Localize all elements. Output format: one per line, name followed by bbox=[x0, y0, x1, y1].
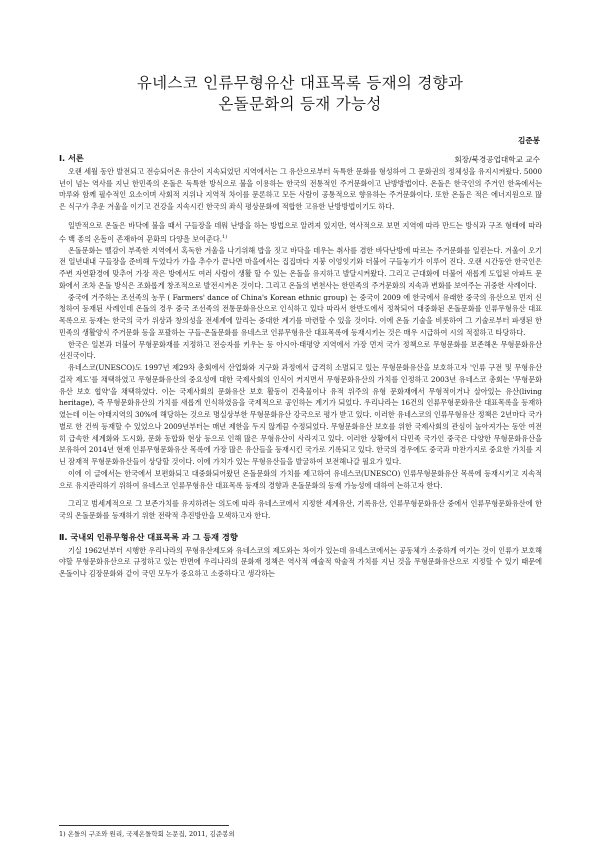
paragraph: 중국에 거주하는 조선족의 농무 ( Farmers' dance of China's Korean ethnic group) 는 중국이 2009 에 한국에서 유래한 중국의 유산으로 먼저 신청하여 등재된 사례인데 온돌의 경우 중국 조선족의 전통문화유산으로 인식하고 있다 따라서 한반도에서 정착되어 대중화된 온돌문화를 인류무형유산 대표목록으로 등재는 한국의 국가 위상과 창의성을 전세계에 알리는 중대한 계기를 마련할 수 있을 것이다. 이에 온돌 기술을 비롯하여 그 기술로부터 파생된 한민족의 생활양식 주거문화 등을 포괄하는 구들-온돌문화를 유네스코 인류무형유산 대표목록에 등재시키는 것은 매우 시급하여 시의 적절하고 타당하다. bbox=[59, 292, 542, 337]
body-text bbox=[59, 150, 542, 580]
paragraph: 온돌문화는 뗄감이 부족한 지역에서 혹독한 겨울을 나기위해 밥을 짓고 바닥을 데우는 취사를 겸한 바닥난방에 따르는 주거문화를 일컫는다. 겨울이 오기전 일년내내 구들장을 준비해 두었다가 가을 추수가 끝나면 마을에서는 집집마다 지붕 이엉잇기와 더불어 구들놓기가 이루어 진다. 오랜 시간동안 한국인은 주변 자연환경에 맞추어 가장 작은 방에서도 여러 사람이 생활 할 수 있는 온돌을 유지하고 발달시켜왔다. 그리고 근대화에 더불어 새롭게 도입된 아파트 문화에서 조차 온돌 방식은 조화롭게 창조적으로 발전시켜온 것이다. 그리고 온돌의 변천사는 한민족의 주거문화의 지속과 변화를 보여주는 귀중한 사례이다. bbox=[59, 245, 542, 290]
paragraph: 오랜 세월 동안 발전되고 전승되어온 유산이 지속되었던 지역에서는 그 유산으로부터 독특한 문화를 형성하여 그 문화권의 정체성을 유지시켜왔다. 5000년이 넘는 역사를 지닌 한민족의 온돌은 독특한 방식으로 불을 이용하는 한국의 전통적인 주거문화이고 난방방법이다. 온돌은 한국인의 주거인 한옥에서는 마루와 함께 필수적인 요소이며 사회적 지위나 지역적 차이를 문론하고 모든 사람이 공통적으로 향유하는 주거문화이다. 또한 온돌은 적은 에너지원으로 많은 식구가 추운 겨울을 이기고 건강을 지속시킨 한국의 좌식 평상문화에 적합한 고유한 난방방법이기도 하다. bbox=[59, 166, 542, 211]
paragraph: 그리고 범세계적으로 그 보존가치를 유지하려는 의도에 따라 유네스코에서 지정한 세계유산, 기록유산, 인류무형문화유산 중에서 인류무형문화유산에 한국의 온돌문화를 등재하기 위한 전략적 추진방안을 모색하고자 한다. bbox=[59, 499, 542, 521]
footnote: 1) 온돌의 구조와 원리, 국제온돌학회 논문집, 2011, 김준봉외 bbox=[59, 830, 235, 838]
paragraph-gap bbox=[59, 522, 542, 529]
paragraph-gap bbox=[59, 213, 542, 220]
title-line-2: 온돌문화의 등재 가능성 bbox=[218, 95, 382, 113]
paragraph-text: 일반적으로 온돌은 바닥에 불을 때서 구들장을 데워 난방을 하는 방법으로 알려져 있지만, 역사적으로 보면 지역에 따라 만드는 방식과 구조 형태에 따라 수 백 종의 온돌이 존재하여 문화의 다양을 보여준다. bbox=[59, 220, 542, 243]
paragraph: 이에 이 글에서는 한국에서 보편화되고 대중화되어왔던 온돌문화의 가치를 제고하여 유네스코(UNESCO) 인류무형문화유산 목록에 등재시키고 지속적으로 유지관리하기 위하여 유네스코 인류무형유산 대표목록 등재의 경향과 온돌문화의 등재 가능성에 대하여 논하고자 한다. bbox=[59, 468, 542, 490]
section-heading-2: Ⅱ. 국내외 인류무형유산 대표목록 과 그 등재 경향 bbox=[59, 531, 238, 542]
title-line-1: 유네스코 인류무형유산 대표목록 등재의 경향과 bbox=[136, 74, 464, 92]
author-name: 김준봉 bbox=[517, 136, 540, 145]
paragraph: 유네스코(UNESCO)도 1997년 제29차 총회에서 산업화와 지구화 과정에서 급격히 소멸되고 있는 무형문화유산을 보호하고자 '인류 구전 및 무형유산 걸작 제도'를 채택하였고 무형문화유산의 중요성에 대한 국제사회의 인식이 커지면서 무형문화유산의 가치를 인정하고 2003년 유네스코 총회는 '무형문화유산 보호 협약'을 채택하였다. 이는 국제사회의 문화유산 보호 활동이 건축물이나 유적 위주의 유형 문화재에서 무형적이거나 살아있는 유산(living heritage), 즉 무형문화유산의 가치를 새롭게 인식하였음을 국제적으로 공인하는 계기가 되었다. 우리나라는 16건의 인류무형문화유산 대표목록을 등재하였는데 이는 아태지역의 30%에 해당하는 것으로 명실상부한 무형문화유산 강국으로 평가 받고 있다. 이러한 유네스코의 인류무형유산 정책은 2년마다 국가별로 한 건씩 등재할 수 있었으나 2009년부터는 매년 제한을 두지 않게끔 수정되었다. 무형문화유산 보호를 위한 국제사회의 관심이 높아져가는 동안 여전히 급속한 세계화와 도시화, 문화 동합화 현상 등으로 인해 많은 무형유산이 사라지고 있다. 이러한 상황에서 다민족 국가인 중국은 다양한 무형문화유산을 보유하여 2014년 현재 인류무형문화유산 목록에 가장 많은 유산들을 등재시킨 국가로 기록되고 있다. 한국의 경우에도 중국과 마찬가지로 중요한 가치를 지닌 잠재적 무형문화유산들이 상당할 것이다. 이에 가치가 있는 무형유산들을 발굴하여 보전해나갈 필요가 있다. bbox=[59, 363, 542, 467]
footnote-divider bbox=[59, 825, 229, 826]
section-heading-1: Ⅰ. 서론 bbox=[59, 153, 84, 163]
paragraph-gap bbox=[59, 491, 542, 498]
paragraph: 기실 1962년부터 시행한 우리나라의 무형유산제도와 유네스코의 제도와는 차이가 있는데 유네스코에서는 공동체가 소중하게 여기는 것이 인류가 보호해야할 무형문화유산으로 규정하고 있는 반면에 우리나라의 문화재 정책은 역사적 예술적 학술적 가치를 지닌 것을 무형문화유산으로 지정할 수 있기 때문에 온돌이나 김장문화와 같이 국민 모두가 중요하고 소중하다고 생각하는 bbox=[59, 545, 542, 579]
footnote-ref[interactable]: 1) bbox=[222, 233, 228, 240]
paragraph: 한국은 일본과 더불어 무형문화재를 지정하고 전승자를 키우는 등 아시아·태평양 지역에서 가장 먼저 국가 정책으로 무형문화를 보존해온 무형문화유산 선진국이다. bbox=[59, 339, 542, 361]
paragraph-with-footnote bbox=[59, 220, 542, 245]
author-affiliation: 회장/북경공업대학교 교수 bbox=[454, 155, 540, 164]
